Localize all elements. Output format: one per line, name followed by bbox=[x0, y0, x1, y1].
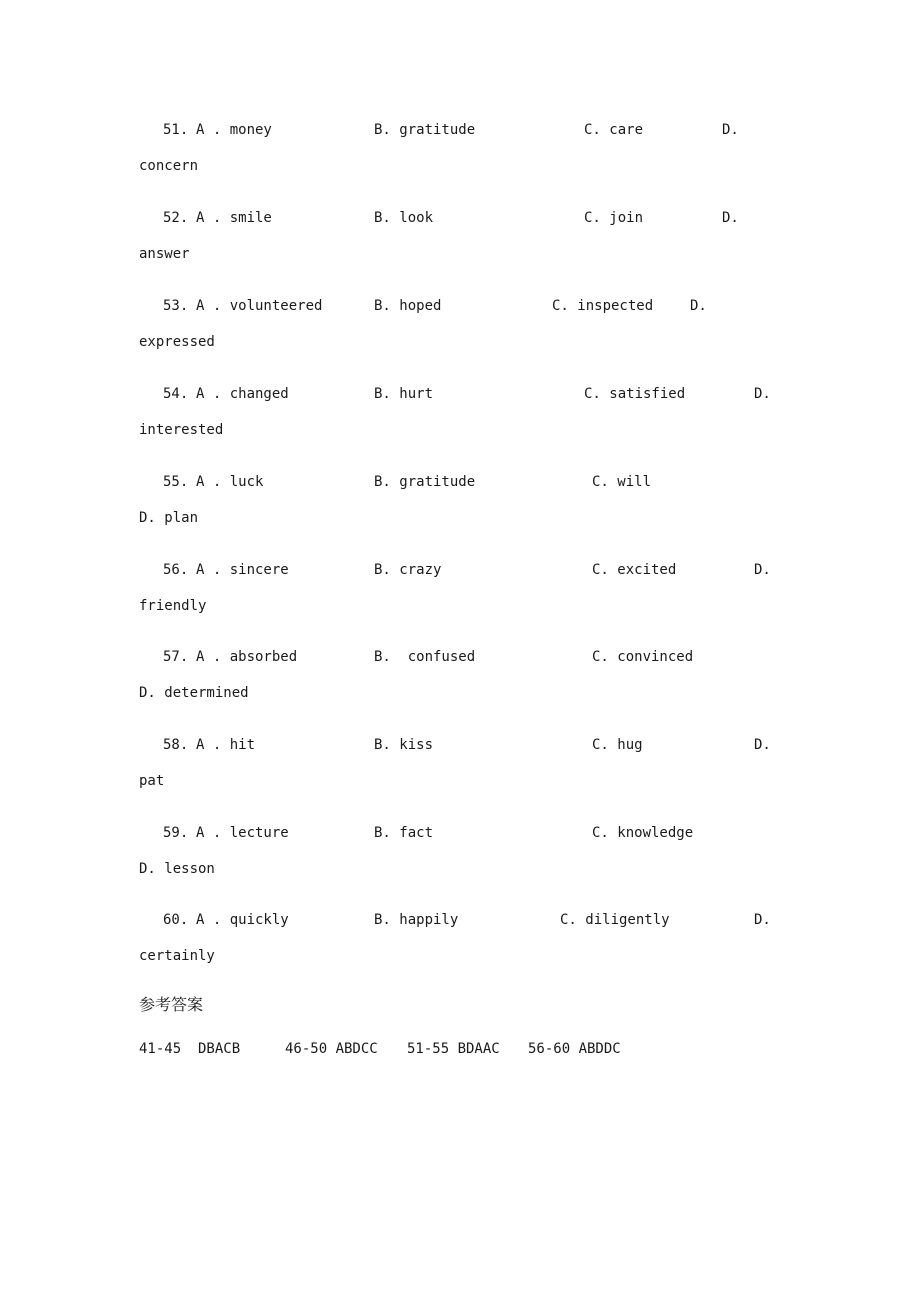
option-b: B. hurt bbox=[374, 386, 434, 402]
question-60 bbox=[0, 911, 920, 991]
question-number: 59. bbox=[163, 825, 189, 841]
option-d-label: D. bbox=[722, 210, 739, 226]
question-number: 60. bbox=[163, 912, 189, 928]
answer-key bbox=[139, 1041, 839, 1061]
option-d: D. lesson bbox=[139, 861, 215, 877]
option-d-label: D. bbox=[754, 562, 771, 578]
question-number: 55. bbox=[163, 474, 189, 490]
option-b: B. gratitude bbox=[374, 122, 476, 138]
option-c: C. excited bbox=[592, 562, 677, 578]
option-a: A . sincere bbox=[196, 562, 289, 578]
option-a: A . quickly bbox=[196, 912, 289, 928]
option-d: D. determined bbox=[139, 685, 249, 701]
question-58 bbox=[0, 736, 920, 816]
option-d: concern bbox=[139, 158, 199, 174]
option-a: A . absorbed bbox=[196, 649, 298, 665]
option-d-label: D. bbox=[754, 737, 771, 753]
answer-heading: 参考答案 bbox=[139, 995, 204, 1014]
option-c: C. hug bbox=[592, 737, 643, 753]
option-c: C. inspected bbox=[552, 298, 654, 314]
option-d: pat bbox=[139, 773, 165, 789]
option-b: B. happily bbox=[374, 912, 459, 928]
option-a: A . money bbox=[196, 122, 272, 138]
option-b: B. crazy bbox=[374, 562, 442, 578]
option-c: C. knowledge bbox=[592, 825, 694, 841]
option-a: A . volunteered bbox=[196, 298, 323, 314]
option-d: answer bbox=[139, 246, 190, 262]
option-a: A . hit bbox=[196, 737, 256, 753]
option-d: friendly bbox=[139, 598, 207, 614]
answer-group: 46-50 ABDCC bbox=[285, 1041, 378, 1057]
option-b: B. gratitude bbox=[374, 474, 476, 490]
question-number: 57. bbox=[163, 649, 189, 665]
option-d: expressed bbox=[139, 334, 215, 350]
question-53 bbox=[0, 297, 920, 377]
option-a: A . changed bbox=[196, 386, 289, 402]
option-d-label: D. bbox=[690, 298, 707, 314]
question-57 bbox=[0, 648, 920, 728]
question-number: 58. bbox=[163, 737, 189, 753]
option-a: A . lecture bbox=[196, 825, 289, 841]
question-52 bbox=[0, 209, 920, 289]
question-59 bbox=[0, 824, 920, 904]
option-d-label: D. bbox=[754, 912, 771, 928]
option-d: interested bbox=[139, 422, 224, 438]
question-number: 56. bbox=[163, 562, 189, 578]
question-number: 52. bbox=[163, 210, 189, 226]
question-number: 53. bbox=[163, 298, 189, 314]
option-a: A . smile bbox=[196, 210, 272, 226]
option-b: B. look bbox=[374, 210, 434, 226]
option-b: B. kiss bbox=[374, 737, 434, 753]
option-c: C. join bbox=[584, 210, 644, 226]
option-b: B. fact bbox=[374, 825, 434, 841]
option-c: C. convinced bbox=[592, 649, 694, 665]
question-number: 51. bbox=[163, 122, 189, 138]
answer-group: 51-55 BDAAC bbox=[407, 1041, 500, 1057]
option-d: certainly bbox=[139, 948, 215, 964]
answer-group: 41-45 DBACB bbox=[139, 1041, 241, 1057]
option-c: C. diligently bbox=[560, 912, 670, 928]
option-c: C. care bbox=[584, 122, 644, 138]
option-d-label: D. bbox=[722, 122, 739, 138]
answer-group: 56-60 ABDDC bbox=[528, 1041, 621, 1057]
option-d: D. plan bbox=[139, 510, 199, 526]
option-a: A . luck bbox=[196, 474, 264, 490]
question-55 bbox=[0, 473, 920, 553]
question-54 bbox=[0, 385, 920, 465]
option-c: C. will bbox=[592, 474, 652, 490]
question-51 bbox=[0, 121, 920, 201]
question-number: 54. bbox=[163, 386, 189, 402]
option-b: B. confused bbox=[374, 649, 476, 665]
option-d-label: D. bbox=[754, 386, 771, 402]
question-56 bbox=[0, 561, 920, 641]
option-b: B. hoped bbox=[374, 298, 442, 314]
option-c: C. satisfied bbox=[584, 386, 686, 402]
